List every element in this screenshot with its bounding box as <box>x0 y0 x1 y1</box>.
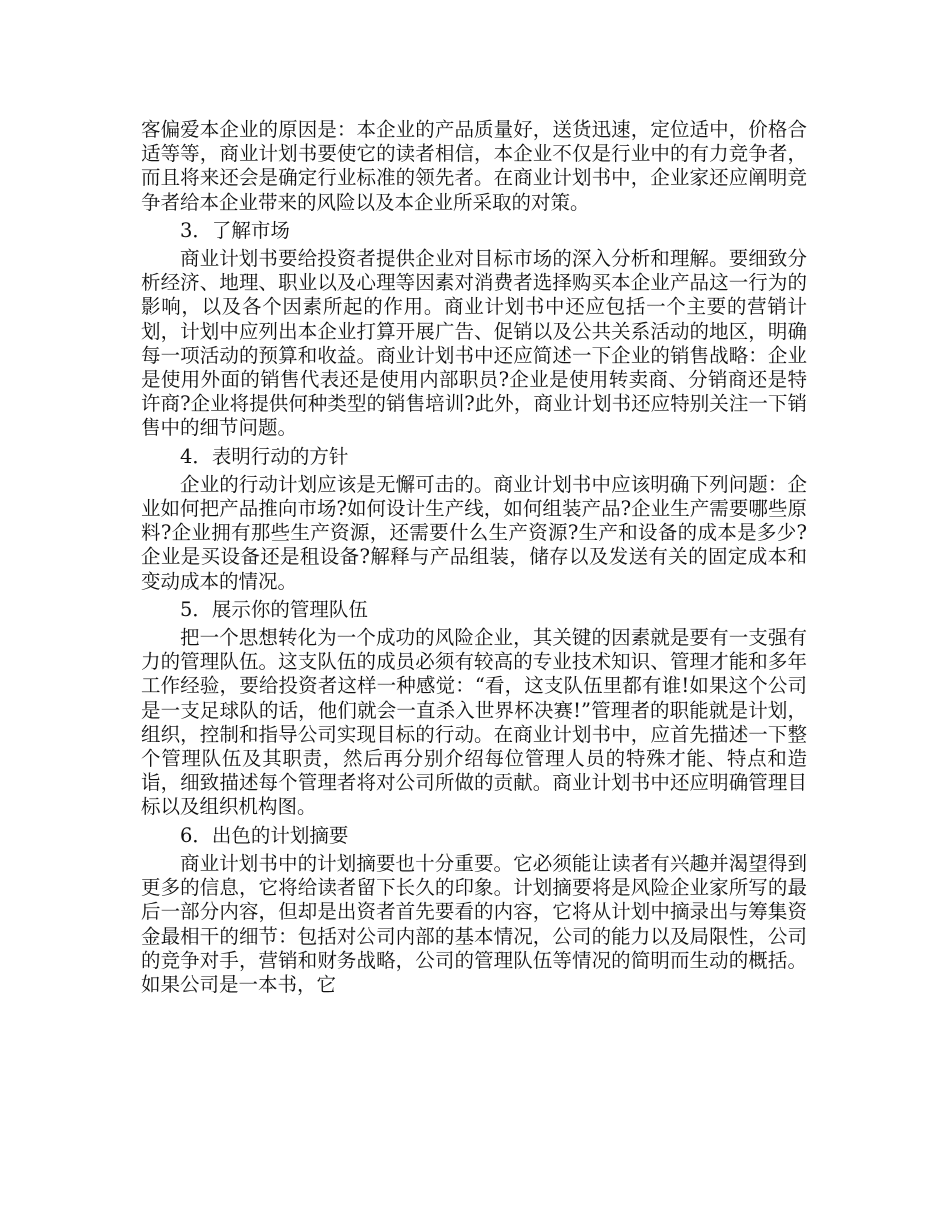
document-page <box>141 118 807 1001</box>
paragraph-market: 商业计划书要给投资者提供企业对目标市场的深入分析和理解。要细致分析经济、地理、职业以及心理等因素对消费者选择购买本企业产品这一行为的影响，以及各个因素所起的作用。商业计划书中还应包括一个主要的营销计划，计划中应列出本企业打算开展广告、促销以及公共关系活动的地区，明确每一项活动的预算和收益。商业计划书中还应简述一下企业的销售战略：企业是使用外面的销售代表还是使用内部职员?企业是使用转卖商、分销商还是特许商?企业将提供何种类型的销售培训?此外，商业计划书还应特别关注一下销售中的细节问题。 <box>141 247 807 440</box>
paragraph-executive-summary: 商业计划书中的计划摘要也十分重要。它必须能让读者有兴趣并渴望得到更多的信息，它将给读者留下长久的印象。计划摘要将是风险企业家所写的最后一部分内容，但却是出资者首先要看的内容，它将从计划中摘录出与筹集资金最相干的细节：包括对公司内部的基本情况，公司的能力以及局限性，公司的竞争对手，营销和财务战略，公司的管理队伍等情况的简明而生动的概括。如果公司是一本书，它 <box>141 851 807 996</box>
paragraph-action-plan: 企业的行动计划应该是无懈可击的。商业计划书中应该明确下列问题：企业如何把产品推向市场?如何设计生产线，如何组装产品?企业生产需要哪些原料?企业拥有那些生产资源，还需要什么生产资源?生产和设备的成本是多少?企业是买设备还是租设备?解释与产品组装，储存以及发送有关的固定成本和变动成本的情况。 <box>141 472 807 593</box>
heading-understand-market: 3．了解市场 <box>180 218 290 242</box>
paragraph-management-team: 把一个思想转化为一个成功的风险企业，其关键的因素就是要有一支强有力的管理队伍。这支队伍的成员必须有较高的专业技术知识、管理才能和多年工作经验，要给投资者这样一种感觉：“看，这支队伍里都有谁!如果这个公司是一支足球队的话，他们就会一直杀入世界杯决赛!”管理者的职能就是计划，组织，控制和指导公司实现目标的行动。在商业计划书中，应首先描述一下整个管理队伍及其职责，然后再分别介绍每位管理人员的特殊才能、特点和造诣，细致描述每个管理者将对公司所做的贡献。商业计划书中还应明确管理目标以及组织机构图。 <box>141 626 807 819</box>
paragraph-competition-continued: 客偏爱本企业的原因是：本企业的产品质量好，送货迅速，定位适中，价格合适等等，商业计划书要使它的读者相信，本企业不仅是行业中的有力竞争者，而且将来还会是确定行业标准的领先者。在商业计划书中，企业家还应阐明竞争者给本企业带来的风险以及本企业所采取的对策。 <box>141 118 807 214</box>
heading-management-team: 5．展示你的管理队伍 <box>180 597 368 621</box>
heading-action-plan: 4．表明行动的方针 <box>180 444 349 468</box>
heading-executive-summary: 6．出色的计划摘要 <box>180 823 349 847</box>
